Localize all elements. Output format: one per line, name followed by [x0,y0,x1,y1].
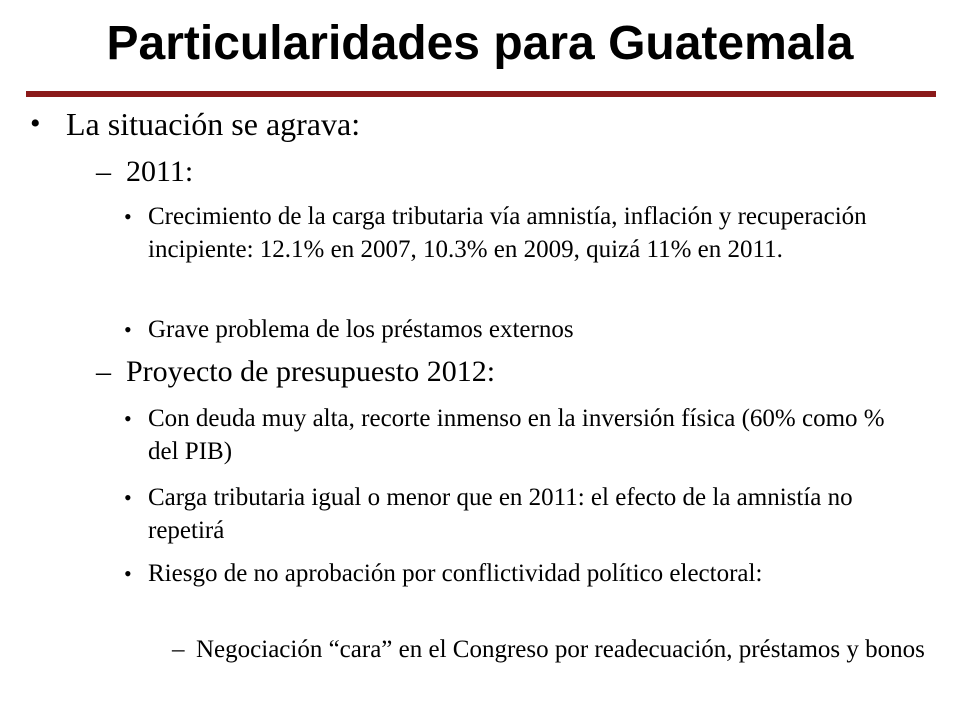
bullet-marker: • [30,107,41,140]
list-item-text: Grave problema de los préstamos externos [148,316,574,343]
slide-title: Particularidades para Guatemala [106,17,854,70]
bullet-marker: • [124,317,132,342]
section-heading-text: 2011: [126,155,194,188]
sub-list-item-text: Negociación “cara” en el Congreso por readecuación, préstamos y bonos [196,636,925,663]
bullet-text: La situación se agrava: [66,106,361,142]
bullet-marker: • [124,204,132,229]
section-heading-text: Proyecto de presupuesto 2012: [126,355,496,388]
list-item-text: Crecimiento de la carga tributaria vía amnistía, inflación y recuperación incipiente: 12.1% en 2007, 10.3% en 2009, quizá 11% en 2011. [148,203,867,263]
dash-marker: – [172,636,185,663]
list-item-text: Riesgo de no aprobación por conflictividad político electoral: [148,560,763,587]
list-item-text: Carga tributaria igual o menor que en 2011: el efecto de la amnistía no repetirá [148,484,853,544]
dash-marker: – [96,155,111,188]
bullet-marker: • [124,561,132,586]
bullet-marker: • [124,406,132,431]
bullet-marker: • [124,485,132,510]
list-item-text: Con deuda muy alta, recorte inmenso en la inversión física (60% como % del PIB) [148,405,885,465]
dash-marker: – [96,355,111,388]
